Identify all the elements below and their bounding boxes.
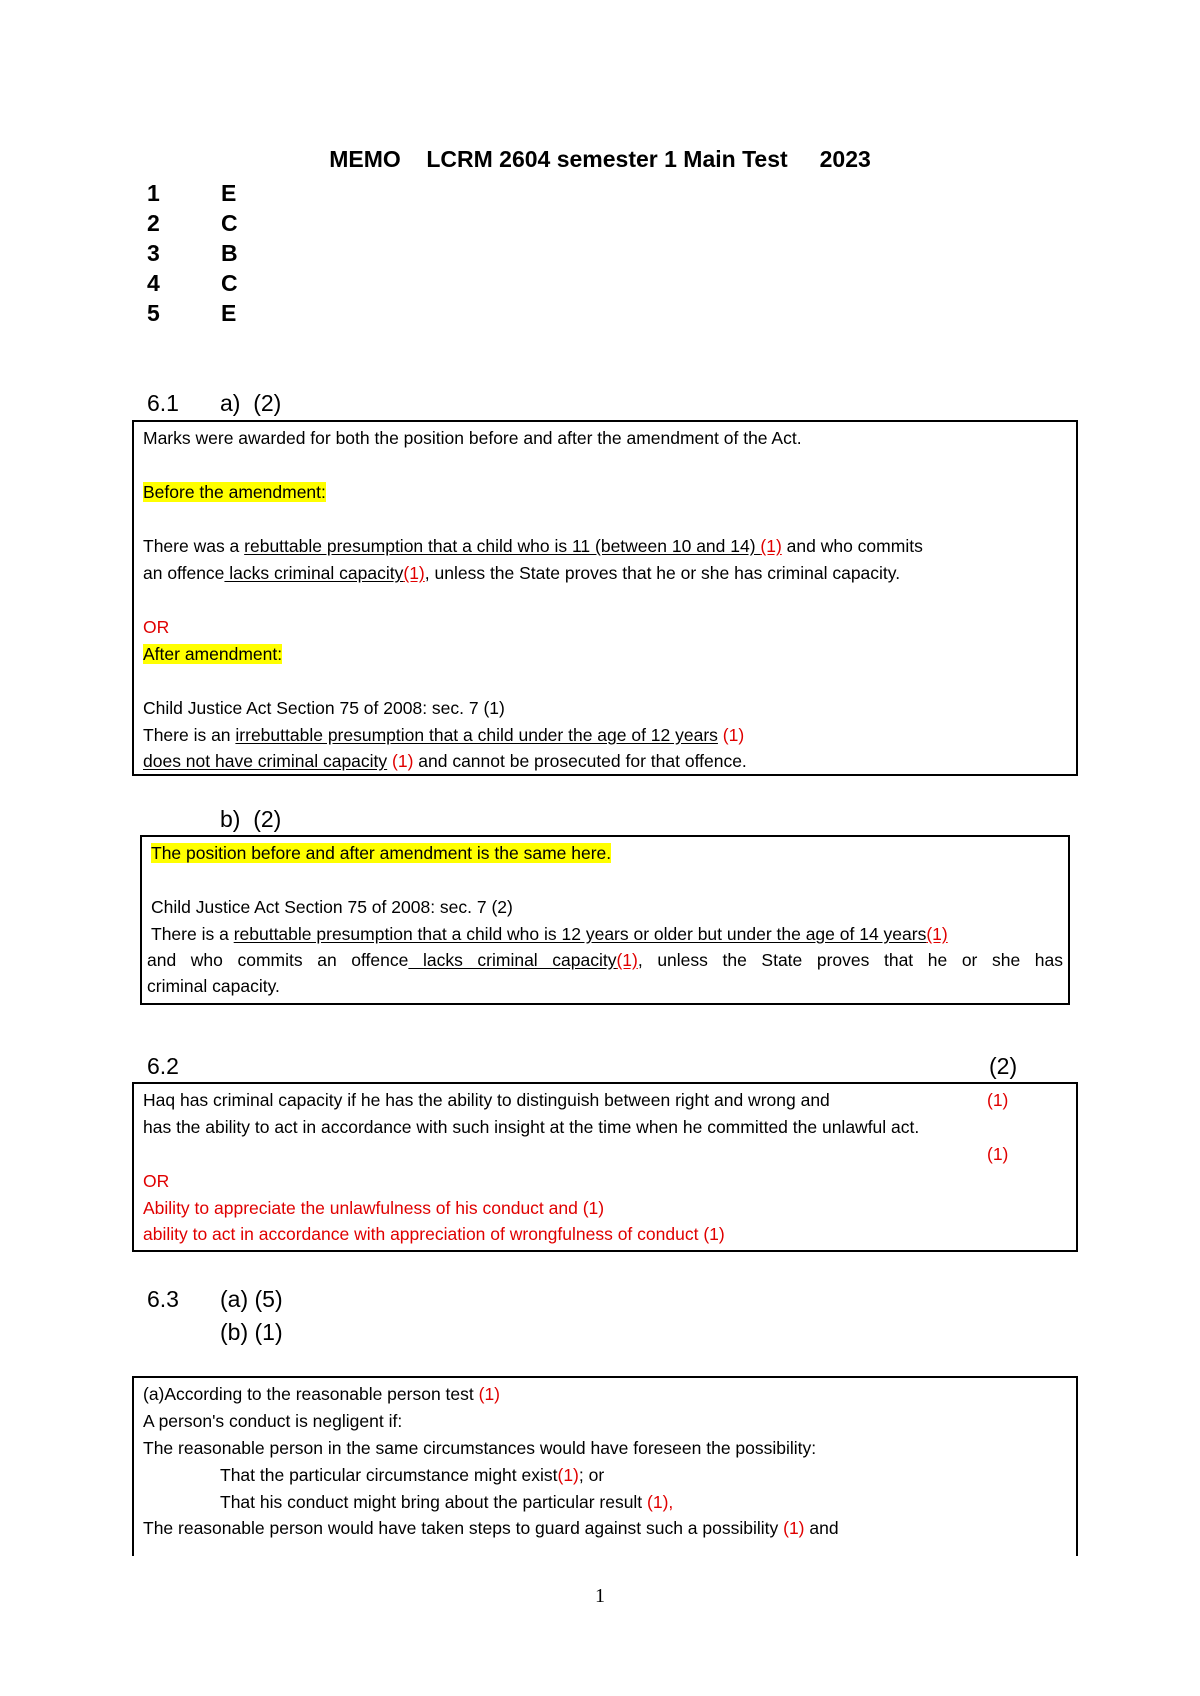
- text: , unless the State proves that he or she has: [637, 950, 1063, 970]
- after-line-2: [143, 748, 747, 775]
- before-line-1: [143, 533, 923, 560]
- q6-2-answer-box: [132, 1082, 1078, 1252]
- after-label-line: [143, 641, 282, 668]
- mark: (1): [557, 1465, 579, 1485]
- q6-2-line-2: has the ability to act in accordance with such insight at the time when he committed the unlawful act.: [143, 1117, 920, 1137]
- underlined-text: irrebuttable presumption that a child under the age of 12 years: [235, 725, 718, 745]
- text: and: [804, 1518, 839, 1538]
- page-number: 1: [595, 1585, 605, 1607]
- text: an offence: [143, 563, 225, 583]
- b-line-3: criminal capacity.: [147, 976, 280, 996]
- underlined-text: lacks criminal capacity: [408, 950, 617, 970]
- act-reference: Child Justice Act Section 75 of 2008: sec. 7 (1): [143, 698, 505, 718]
- mark: (1),: [647, 1492, 674, 1512]
- q6-2-marks: (2): [989, 1053, 1018, 1079]
- q6-3-part-a: (a) (5): [220, 1286, 283, 1312]
- q6-3-answer-box: [132, 1376, 1078, 1556]
- mark: (1): [926, 924, 948, 944]
- after-line-1: [143, 722, 744, 749]
- mark: (1): [783, 1518, 805, 1538]
- before-line-2: [143, 560, 900, 587]
- text: There was a: [143, 536, 245, 556]
- before-label: Before the amendment:: [143, 482, 326, 502]
- mark: (1): [760, 536, 782, 556]
- b-line-2: [147, 947, 1063, 974]
- question-number: 5: [147, 300, 160, 326]
- q6-3-line-1: [143, 1381, 500, 1408]
- same-position-line: [151, 840, 611, 867]
- text: The reasonable person would have taken steps to guard against such a possibility: [143, 1518, 784, 1538]
- text: That the particular circumstance might exist: [220, 1465, 558, 1485]
- q6-3-line-5: [220, 1489, 673, 1516]
- text: There is a: [151, 924, 234, 944]
- b-line-1: [151, 921, 948, 948]
- question-number: 2: [147, 210, 160, 236]
- q6-3-part-b: (b) (1): [220, 1319, 283, 1345]
- q6-1a-answer-box: [132, 420, 1078, 776]
- q6-3-line-4: [220, 1462, 604, 1489]
- text: That his conduct might bring about the particular result: [220, 1492, 648, 1512]
- q6-1b-answer-box: [140, 835, 1070, 1005]
- q6-2-line-1: Haq has criminal capacity if he has the ability to distinguish between right and wrong and: [143, 1090, 830, 1110]
- text: There is an: [143, 725, 236, 745]
- text: (a)According to the reasonable person test: [143, 1384, 479, 1404]
- q6-3-line-3: The reasonable person in the same circumstances would have foreseen the possibility:: [143, 1438, 817, 1458]
- text: and who commits an offence: [147, 950, 409, 970]
- underlined-text: rebuttable presumption that a child who is 12 years or older but under the age of 14 years: [233, 924, 927, 944]
- mark: (1): [987, 1144, 1009, 1164]
- underlined-text: rebuttable presumption that a child who is 11 (between 10 and 14): [244, 536, 761, 556]
- q6-1-part-a: a) (2): [220, 390, 282, 416]
- answer-letter: E: [221, 300, 237, 326]
- text: and who commits: [781, 536, 923, 556]
- mark: (1): [616, 950, 638, 970]
- before-label-line: [143, 479, 326, 506]
- q6-2-alt-line-1: Ability to appreciate the unlawfulness of his conduct and (1): [143, 1198, 605, 1218]
- same-position-label: The position before and after amendment is the same here.: [151, 843, 612, 863]
- answer-list: [0, 180, 400, 330]
- question-number: 3: [147, 240, 160, 266]
- mark: (1): [987, 1090, 1009, 1110]
- text: ; or: [578, 1465, 605, 1485]
- text: , unless the State proves that he or she has criminal capacity.: [424, 563, 901, 583]
- or-label: OR: [143, 1171, 170, 1191]
- text: and cannot be prosecuted for that offence.: [413, 751, 747, 771]
- act-reference: Child Justice Act Section 75 of 2008: sec. 7 (2): [151, 897, 513, 917]
- q6-1-part-b: b) (2): [220, 806, 282, 832]
- underlined-text: lacks criminal capacity: [224, 563, 404, 583]
- intro-line: Marks were awarded for both the position before and after the amendment of the Act.: [143, 428, 802, 448]
- after-label: After amendment:: [143, 644, 283, 664]
- q6-3-line-6: [143, 1515, 839, 1542]
- or-label: OR: [143, 617, 170, 637]
- mark: (1): [403, 563, 425, 583]
- question-number: 4: [147, 270, 160, 296]
- q6-2-alt-line-2: ability to act in accordance with appreciation of wrongfulness of conduct (1): [143, 1224, 725, 1244]
- q6-2-number: 6.2: [147, 1053, 179, 1079]
- mark: (1): [387, 751, 414, 771]
- answer-letter: B: [221, 240, 238, 266]
- answer-letter: C: [221, 210, 238, 236]
- question-number: 1: [147, 180, 160, 206]
- q6-1-number: 6.1: [147, 390, 179, 416]
- answer-letter: C: [221, 270, 238, 296]
- q6-3-number: 6.3: [147, 1286, 179, 1312]
- page-title: MEMO LCRM 2604 semester 1 Main Test 2023: [329, 146, 871, 172]
- mark: (1): [478, 1384, 501, 1404]
- mark: (1): [717, 725, 745, 745]
- q6-3-line-2: A person's conduct is negligent if:: [143, 1411, 403, 1431]
- answer-letter: E: [221, 180, 237, 206]
- underlined-text: does not have criminal capacity: [143, 751, 388, 771]
